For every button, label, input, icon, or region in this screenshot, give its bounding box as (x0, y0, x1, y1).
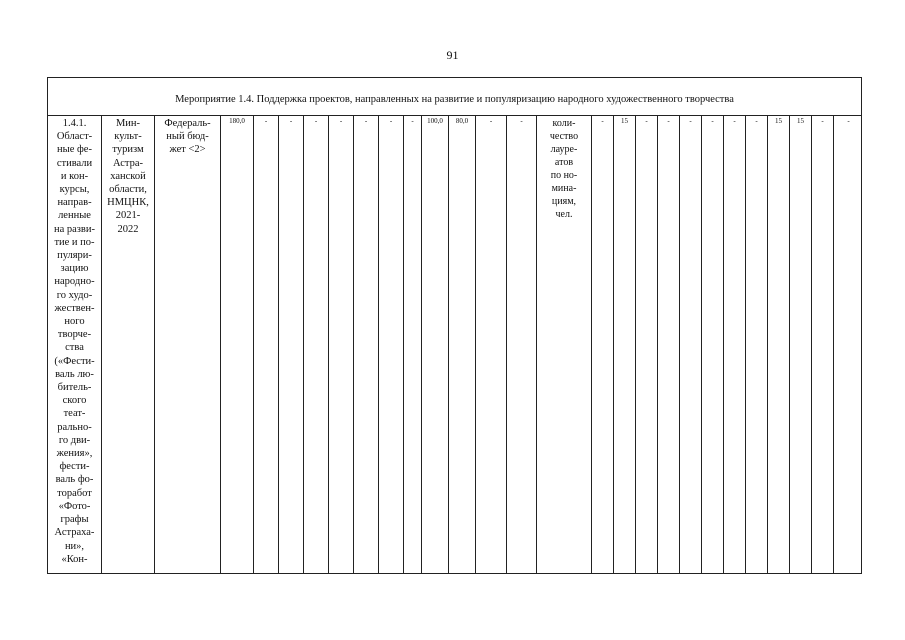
indicator-value-cell-10 (790, 116, 812, 573)
finance-value: 180,0 (229, 117, 245, 125)
indicator-value: 15 (775, 117, 782, 125)
finance-cell-9 (422, 116, 449, 573)
table-row (48, 116, 861, 573)
indicator-value-cell-5 (680, 116, 702, 573)
indicator-value: - (733, 117, 736, 125)
indicator-text: коли- чество лауре- атов по но- мина- циям, чел. (549, 118, 579, 220)
finance-cell-6 (354, 116, 379, 573)
finance-cell-3 (279, 116, 304, 573)
finance-cell-4 (304, 116, 329, 573)
indicator-value-cell-1 (592, 116, 614, 573)
indicator-value-cell-12 (834, 116, 863, 573)
finance-cell-10 (449, 116, 476, 573)
finance-cell-8 (404, 116, 422, 573)
indicator-value-cell-7 (724, 116, 746, 573)
indicator-value: - (667, 117, 670, 125)
finance-value: - (289, 117, 293, 125)
finance-value: - (339, 117, 343, 125)
finance-cell-2 (254, 116, 279, 573)
finance-value: - (389, 117, 393, 125)
indicator-value: - (601, 117, 604, 125)
indicator-value-cell-11 (812, 116, 834, 573)
finance-value: - (520, 117, 523, 125)
indicator-value-cell-4 (658, 116, 680, 573)
indicator-value: 15 (621, 117, 628, 125)
program-table (47, 77, 862, 574)
finance-value: - (489, 117, 493, 125)
finance-value: 80,0 (455, 117, 469, 125)
finance-value: - (314, 117, 318, 125)
executor-cell (102, 116, 155, 573)
section-title-text: Мероприятие 1.4. Поддержка проектов, направленных на развитие и популяризацию народного художественного творчества (175, 94, 734, 105)
funding-source: Федераль- ный бюд- жет <2> (164, 118, 211, 156)
page-number: 91 (446, 48, 459, 62)
indicator-value: - (821, 117, 824, 125)
finance-value: 100,0 (427, 117, 443, 125)
finance-cell-11 (476, 116, 507, 573)
finance-cell-12 (507, 116, 537, 573)
indicator-value: - (755, 117, 758, 125)
finance-value: - (364, 117, 368, 125)
finance-cell-7 (379, 116, 404, 573)
indicator-value: - (847, 117, 850, 125)
finance-cell-5 (329, 116, 354, 573)
activity-name: 1.4.1. Област- ные фе- стивали и кон- курсы, направ- ленные на разви- тие и по- пуляри- зацию народно- го худо- жествен- ного творче- ства («Фести- валь лю- битель- ского теат- рально- го дви- жения», фести- валь фо- торабот «Фото- графы Астраха- ни», «Кон- (53, 118, 96, 565)
indicator-value: - (689, 117, 692, 125)
executor: Мин- культ- туризм Астра- ханской области, НМЦНК, 2021- 2022 (107, 118, 149, 235)
indicator-cell (537, 116, 592, 573)
section-title (48, 78, 861, 116)
indicator-value: 15 (797, 117, 804, 125)
source-cell (155, 116, 221, 573)
activity-name-cell (48, 116, 102, 573)
finance-value: - (264, 117, 268, 125)
indicator-value-cell-3 (636, 116, 658, 573)
indicator-value-cell-8 (746, 116, 768, 573)
finance-value: - (411, 117, 414, 125)
indicator-value: - (645, 117, 648, 125)
indicator-value: - (711, 117, 714, 125)
indicator-value-cell-9 (768, 116, 790, 573)
finance-cell-1 (221, 116, 254, 573)
indicator-value-cell-2 (614, 116, 636, 573)
indicator-value-cell-6 (702, 116, 724, 573)
